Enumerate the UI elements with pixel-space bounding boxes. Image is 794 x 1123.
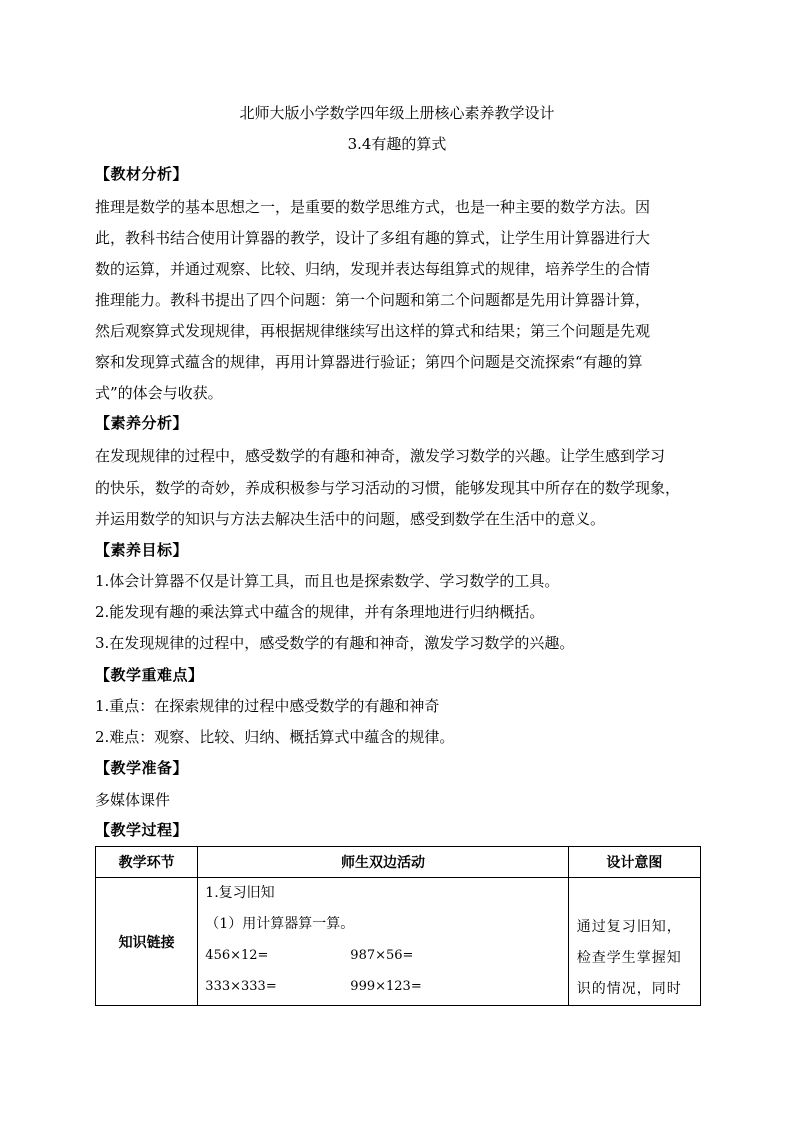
calc-expression: 987×56=: [350, 948, 414, 963]
intent-line: 识的情况，同时: [576, 981, 682, 997]
calc-row: [198, 971, 567, 1002]
document-title: 北师大版小学数学四年级上册核心素养教学设计: [239, 104, 555, 122]
activity-cell: [198, 878, 568, 1006]
header-activity: 师生双边活动: [198, 847, 568, 878]
goal-item: 3.在发现规律的过程中，感受数学的有趣和神奇，激发学习数学的兴趣。: [95, 634, 575, 652]
intent-line: 通过复习旧知，: [576, 919, 682, 935]
heading-process: 【教学过程】: [95, 821, 189, 839]
lesson-title: 3.4有趣的算式: [347, 135, 447, 153]
activity-subtitle: （1）用计算器算一算。: [205, 916, 355, 932]
intent-line: 检查学生掌握知: [576, 950, 682, 966]
calc-row: [198, 940, 567, 971]
paragraph-line: 推理是数学的基本思想之一，是重要的数学思维方式，也是一种主要的数学方法。因: [95, 198, 651, 216]
stage-cell: [96, 878, 198, 1006]
heading-textbook-analysis: 【教材分析】: [95, 165, 189, 183]
calc-expression: 333×333=: [205, 979, 277, 994]
table-header-row: [96, 847, 701, 878]
calc-expression: 456×12=: [205, 948, 269, 963]
key-point-item: 1.重点：在探索规律的过程中感受数学的有趣和神奇: [95, 697, 440, 715]
stage-label: 知识链接: [118, 934, 175, 951]
paragraph-line: 式”的体会与收获。: [95, 384, 223, 402]
goal-item: 2.能发现有趣的乘法算式中蕴含的规律，并有条理地进行归纳概括。: [95, 603, 545, 621]
goal-item: 1.体会计算器不仅是计算工具，而且也是探索数学、学习数学的工具。: [95, 572, 560, 590]
process-table: [95, 846, 701, 1006]
activity-title: 1.复习旧知: [205, 885, 275, 901]
key-point-item: 2.难点：观察、比较、归纳、概括算式中蕴含的规律。: [95, 728, 455, 746]
heading-literacy-goals: 【素养目标】: [95, 541, 189, 559]
paragraph-line: 然后观察算式发现规律，再根据规律继续写出这样的算式和结果；第三个问题是先观: [95, 322, 651, 340]
heading-preparation: 【教学准备】: [95, 759, 189, 777]
heading-key-points: 【教学重难点】: [95, 666, 204, 684]
table-row: [96, 878, 701, 1006]
paragraph-line: 推理能力。教科书提出了四个问题：第一个问题和第二个问题都是先用计算器计算，: [95, 291, 651, 309]
header-intent: 设计意图: [568, 847, 700, 878]
intent-cell: [568, 878, 700, 1006]
calc-expression: 999×123=: [350, 979, 422, 994]
heading-literacy-analysis: 【素养分析】: [95, 414, 189, 432]
header-stage: 教学环节: [96, 847, 198, 878]
paragraph-line: 在发现规律的过程中，感受数学的有趣和神奇，激发学习数学的兴趣。让学生感到学习: [95, 447, 666, 465]
paragraph-line: 并运用数学的知识与方法去解决生活中的问题，感受到数学在生活中的意义。: [95, 510, 606, 528]
paragraph-line: 察和发现算式蕴含的规律，再用计算器进行验证；第四个问题是交流探索“有趣的算: [95, 353, 643, 371]
paragraph-line: 此，教科书结合使用计算器的教学，设计了多组有趣的算式，让学生用计算器进行大: [95, 229, 651, 247]
paragraph-line: 的快乐，数学的奇妙，养成积极参与学习活动的习惯，能够发现其中所存在的数学现象，: [95, 479, 681, 497]
preparation-text: 多媒体课件: [95, 791, 171, 809]
paragraph-line: 数的运算，并通过观察、比较、归纳，发现并表达每组算式的规律，培养学生的合情: [95, 260, 651, 278]
